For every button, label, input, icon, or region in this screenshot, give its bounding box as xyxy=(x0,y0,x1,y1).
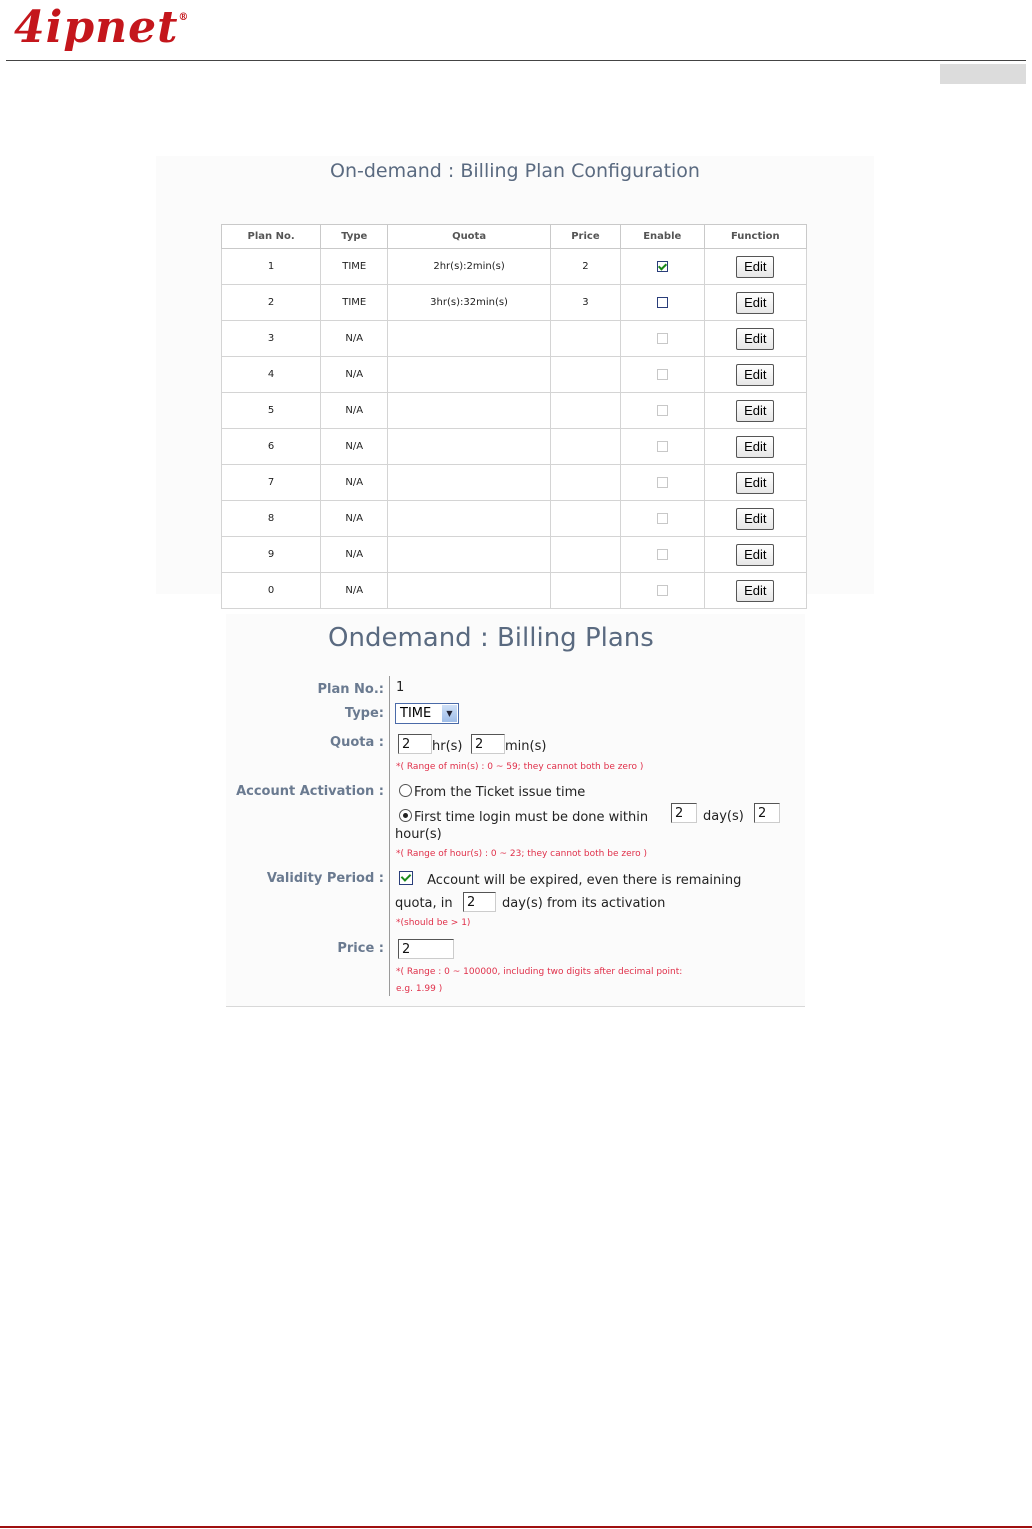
edit-button[interactable]: Edit xyxy=(736,328,774,350)
cell-plan-no: 7 xyxy=(222,465,321,501)
column-header-plan-no: Plan No. xyxy=(222,225,321,249)
cell-quota xyxy=(388,321,551,357)
cell-type: N/A xyxy=(321,393,388,429)
brand-logo xyxy=(14,2,189,53)
cell-plan-no: 1 xyxy=(222,249,321,285)
table-row xyxy=(222,465,807,501)
column-header-price: Price xyxy=(550,225,620,249)
cell-enable xyxy=(620,465,704,501)
validity-text-line3: day(s) from its activation xyxy=(502,896,666,911)
quota-minutes-input[interactable]: 2 xyxy=(471,734,505,754)
activation-option-ticket-issue[interactable] xyxy=(399,784,585,800)
validity-text-line1: Account will be expired, even there is remaining xyxy=(427,873,742,888)
column-header-enable: Enable xyxy=(620,225,704,249)
type-select[interactable] xyxy=(395,703,459,724)
cell-quota xyxy=(388,573,551,609)
table-row xyxy=(222,285,807,321)
cell-enable xyxy=(620,285,704,321)
cell-enable xyxy=(620,501,704,537)
cell-enable xyxy=(620,429,704,465)
cell-quota xyxy=(388,465,551,501)
edit-button[interactable]: Edit xyxy=(736,436,774,458)
activation-hours-unit: hour(s) xyxy=(395,827,442,842)
cell-quota: 2hr(s):2min(s) xyxy=(388,249,551,285)
validity-days-input[interactable]: 2 xyxy=(463,892,496,912)
edit-button[interactable]: Edit xyxy=(736,364,774,386)
cell-price xyxy=(550,573,620,609)
activation-option-first-login-label: First time login must be done within xyxy=(414,810,649,825)
cell-plan-no: 0 xyxy=(222,573,321,609)
cell-function xyxy=(704,429,806,465)
cell-quota xyxy=(388,357,551,393)
table-row xyxy=(222,501,807,537)
cell-type: N/A xyxy=(321,537,388,573)
cell-type: TIME xyxy=(321,249,388,285)
column-header-quota: Quota xyxy=(388,225,551,249)
checkbox-icon[interactable] xyxy=(657,297,668,308)
cell-function xyxy=(704,249,806,285)
quota-minutes-unit: min(s) xyxy=(505,739,547,754)
table-row xyxy=(222,321,807,357)
cell-plan-no: 6 xyxy=(222,429,321,465)
cell-type: N/A xyxy=(321,429,388,465)
cell-quota xyxy=(388,429,551,465)
activation-hours-input[interactable]: 2 xyxy=(754,803,780,823)
cell-type: N/A xyxy=(321,321,388,357)
logo-registered-mark: ® xyxy=(178,12,190,23)
cell-enable xyxy=(620,321,704,357)
plan-no-value: 1 xyxy=(396,680,405,695)
cell-plan-no: 9 xyxy=(222,537,321,573)
cell-function xyxy=(704,357,806,393)
column-header-function: Function xyxy=(704,225,806,249)
validity-note: *(should be > 1) xyxy=(396,918,471,928)
price-range-note-line2: e.g. 1.99 ) xyxy=(396,984,443,994)
table-row xyxy=(222,573,807,609)
activation-option-ticket-issue-label: From the Ticket issue time xyxy=(414,785,586,800)
cell-plan-no: 5 xyxy=(222,393,321,429)
cell-plan-no: 8 xyxy=(222,501,321,537)
billing-plans-table xyxy=(221,224,807,609)
footer-divider xyxy=(0,1526,1032,1528)
cell-price xyxy=(550,321,620,357)
quota-label: Quota : xyxy=(330,735,384,750)
checkbox-checked-icon[interactable] xyxy=(657,261,668,272)
plan-no-label: Plan No.: xyxy=(317,682,384,697)
cell-type: N/A xyxy=(321,357,388,393)
edit-button[interactable]: Edit xyxy=(736,400,774,422)
cell-price xyxy=(550,537,620,573)
table-row xyxy=(222,249,807,285)
radio-icon[interactable] xyxy=(399,784,412,797)
checkbox-icon xyxy=(657,441,668,452)
edit-button[interactable]: Edit xyxy=(736,544,774,566)
cell-plan-no: 2 xyxy=(222,285,321,321)
quota-hours-unit: hr(s) xyxy=(432,739,463,754)
column-header-type: Type xyxy=(321,225,388,249)
cell-enable xyxy=(620,573,704,609)
edit-button[interactable]: Edit xyxy=(736,292,774,314)
edit-button[interactable]: Edit xyxy=(736,580,774,602)
cell-enable xyxy=(620,393,704,429)
logo-text: 4ipnet xyxy=(14,2,179,53)
checkbox-icon xyxy=(657,333,668,344)
checkbox-icon xyxy=(657,369,668,380)
header-tab-placeholder xyxy=(940,64,1026,84)
cell-quota xyxy=(388,501,551,537)
edit-button[interactable]: Edit xyxy=(736,256,774,278)
cell-function xyxy=(704,393,806,429)
quota-hours-input[interactable]: 2 xyxy=(398,734,432,754)
billing-plan-form-title: Ondemand : Billing Plans xyxy=(328,623,654,653)
billing-config-title: On-demand : Billing Plan Configuration xyxy=(330,160,700,182)
cell-price xyxy=(550,465,620,501)
cell-enable xyxy=(620,357,704,393)
activation-days-unit: day(s) xyxy=(703,809,744,824)
activation-days-input[interactable]: 2 xyxy=(671,803,697,823)
cell-price: 2 xyxy=(550,249,620,285)
cell-function xyxy=(704,465,806,501)
cell-price: 3 xyxy=(550,285,620,321)
checkbox-icon xyxy=(657,405,668,416)
validity-period-label: Validity Period : xyxy=(266,871,384,886)
cell-quota xyxy=(388,537,551,573)
table-row xyxy=(222,429,807,465)
type-label: Type: xyxy=(344,706,384,721)
cell-enable xyxy=(620,537,704,573)
validity-text-line2: quota, in xyxy=(395,896,453,911)
edit-button[interactable]: Edit xyxy=(736,472,774,494)
radio-selected-icon[interactable] xyxy=(399,809,412,822)
cell-function xyxy=(704,573,806,609)
table-row xyxy=(222,537,807,573)
activation-range-note: *( Range of hour(s) : 0 ~ 23; they cannot both be zero ) xyxy=(396,849,647,859)
cell-quota xyxy=(388,393,551,429)
checkbox-icon xyxy=(657,477,668,488)
chevron-down-icon[interactable]: ▼ xyxy=(442,705,457,722)
table-row xyxy=(222,357,807,393)
cell-price xyxy=(550,393,620,429)
cell-function xyxy=(704,285,806,321)
checkbox-icon xyxy=(657,585,668,596)
form-column-divider xyxy=(389,676,390,996)
header-divider xyxy=(6,60,1026,61)
cell-type: N/A xyxy=(321,501,388,537)
cell-function xyxy=(704,501,806,537)
cell-plan-no: 4 xyxy=(222,357,321,393)
cell-type: N/A xyxy=(321,465,388,501)
type-select-value: TIME xyxy=(400,706,432,721)
cell-price xyxy=(550,429,620,465)
table-header-row xyxy=(222,225,807,249)
cell-enable xyxy=(620,249,704,285)
cell-plan-no: 3 xyxy=(222,321,321,357)
price-input[interactable]: 2 xyxy=(398,939,454,959)
checkbox-icon xyxy=(657,513,668,524)
checkbox-icon xyxy=(657,549,668,560)
validity-expire-option[interactable] xyxy=(399,871,741,888)
edit-button[interactable]: Edit xyxy=(736,508,774,530)
cell-function xyxy=(704,537,806,573)
account-activation-label: Account Activation : xyxy=(236,784,384,799)
checkbox-checked-icon[interactable] xyxy=(399,871,413,885)
quota-range-note: *( Range of min(s) : 0 ~ 59; they cannot both be zero ) xyxy=(396,762,644,772)
price-label: Price : xyxy=(337,941,384,956)
cell-price xyxy=(550,357,620,393)
cell-price xyxy=(550,501,620,537)
cell-type: TIME xyxy=(321,285,388,321)
cell-function xyxy=(704,321,806,357)
table-row xyxy=(222,393,807,429)
activation-option-first-login[interactable] xyxy=(399,809,648,825)
price-range-note-line1: *( Range : 0 ~ 100000, including two digits after decimal point: xyxy=(396,967,683,977)
cell-quota: 3hr(s):32min(s) xyxy=(388,285,551,321)
cell-type: N/A xyxy=(321,573,388,609)
